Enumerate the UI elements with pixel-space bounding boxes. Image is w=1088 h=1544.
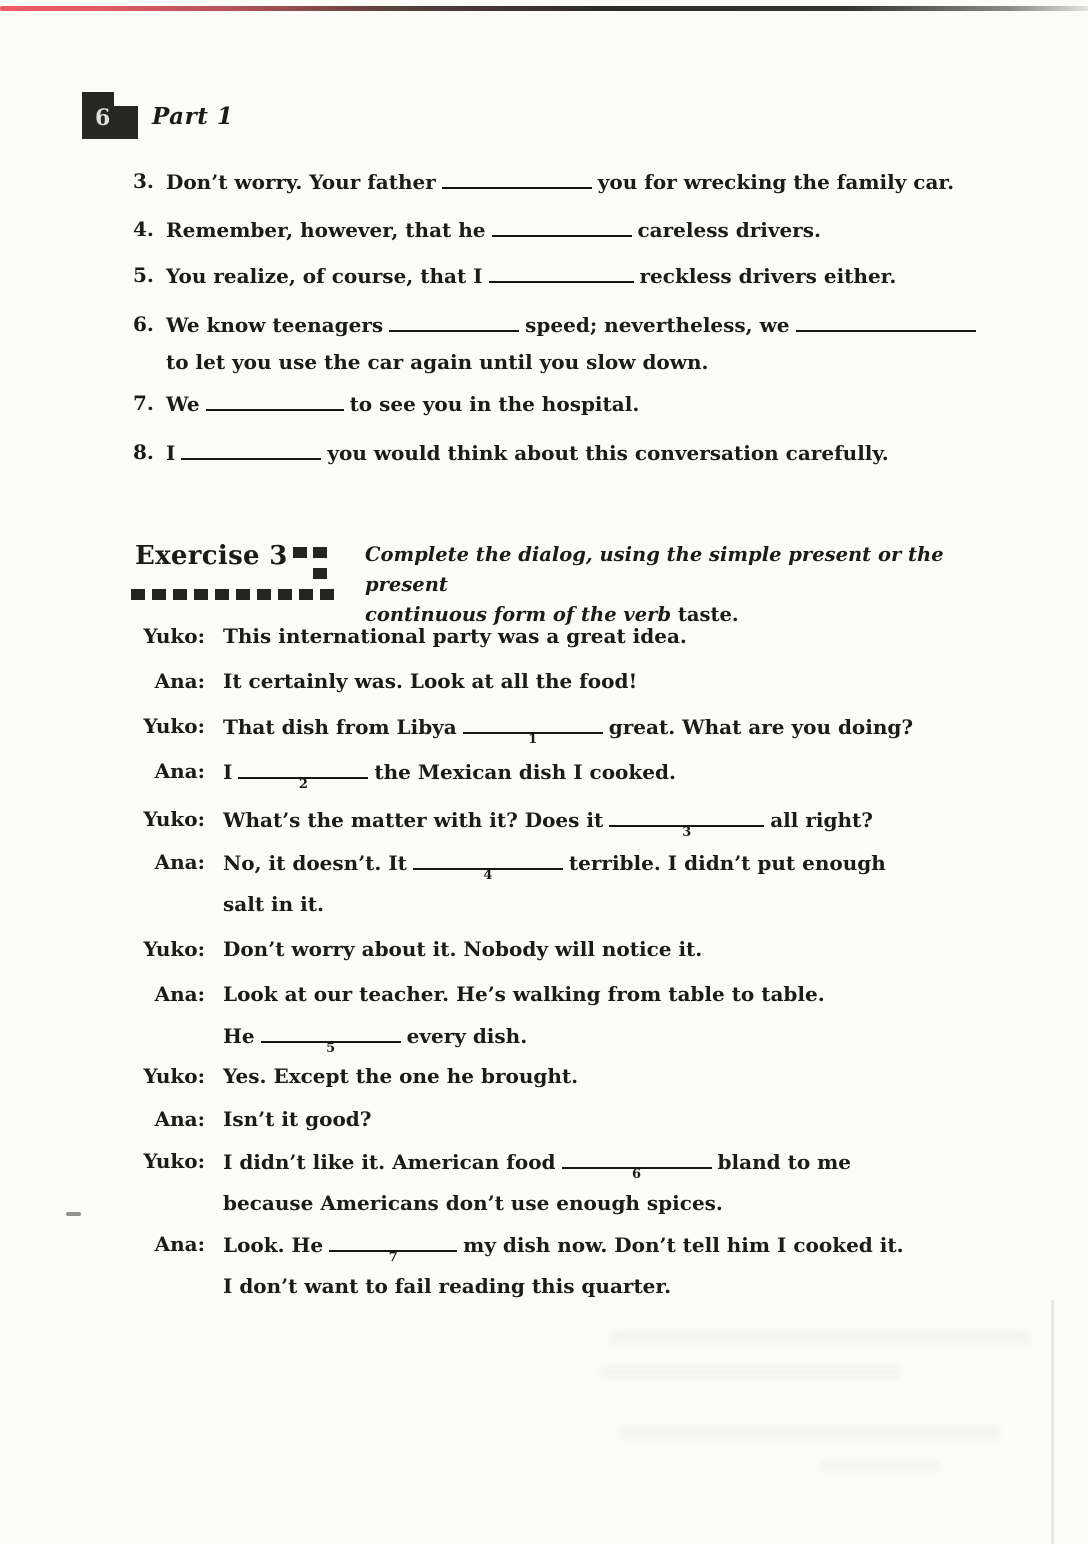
dialog-text: This international party was a great idea. [223,624,687,648]
dialog-text [223,849,1010,918]
fill-in-blank [489,262,634,283]
scan-artifact [620,1425,1000,1441]
decorative-square [293,547,307,558]
dialog-line [120,713,1010,747]
fill-in-blank-5 [261,1022,401,1056]
fill-in-blank-6 [562,1148,712,1182]
dialog-text-line: No, it doesn’t. It 4 terrible. I didn’t put enough [223,851,886,883]
dialog-text: It certainly was. Look at all the food! [223,669,638,693]
item-number: 7. [133,391,154,415]
blank-number: 1 [528,732,538,747]
exercise-item [133,262,993,290]
dialog-text-line: Look at our teacher. He’s walking from table to table. [223,982,825,1006]
fill-in-blank [796,311,976,332]
dialog-text-line: because Americans don’t use enough spices. [223,1191,723,1215]
dialog-text: Don’t worry about it. Nobody will notice it. [223,937,703,961]
dialog-text-line: I didn’t like it. American food 6 bland to me [223,1150,852,1182]
dialog-text-line: He 5 every dish. [223,1024,528,1056]
fill-in-blank [206,390,344,411]
decorative-square-row [131,589,334,600]
verb-word: taste. [677,603,739,626]
item-line: We know teenagers speed; nevertheless, we [166,311,993,339]
item-number: 3. [133,169,154,193]
dialog-text [223,1231,1010,1300]
item-text: We to see you in the hospital. [166,392,640,416]
blank-number: 5 [326,1041,336,1056]
dialog-speaker: Yuko: [143,714,205,738]
dialog-line [120,806,1010,840]
scan-artifact [600,1365,900,1379]
item-number: 5. [133,263,154,287]
item-text: Remember, however, that he careless drivers. [166,218,821,242]
dialog-text: What’s the matter with it? Does it 3 all right? [223,808,873,840]
part-title: Part 1 [152,103,234,130]
dialog-line [120,1231,1010,1300]
dialog-speaker: Ana: [154,1107,205,1131]
scan-artifact-dash [66,1212,81,1216]
dialog-speaker: Yuko: [143,624,205,648]
dialog-speaker: Yuko: [143,1064,205,1088]
dialog-speaker: Ana: [154,850,205,874]
item-text: I you would think about this conversation carefully. [166,441,889,465]
blank-number: 7 [388,1250,398,1265]
dialog-line [120,1148,1010,1217]
scan-artifact [610,1330,1030,1346]
fill-in-blank [389,311,519,332]
dialog-line [120,758,1010,792]
dialog-speaker: Yuko: [143,1149,205,1173]
item-text [166,311,993,376]
item-text: Don’t worry. Your father you for wrecking the family car. [166,170,955,194]
scan-edge-line [0,6,1088,11]
scan-artifact [820,1460,940,1472]
exercise-item [133,390,993,418]
page-number: 6 [95,105,111,131]
dialog-line [120,981,1010,1056]
dialog-line [120,1106,1010,1133]
dialog-speaker: Ana: [154,982,205,1006]
fill-in-blank [492,216,632,237]
blank-number: 6 [632,1167,642,1182]
item-text: You realize, of course, that I reckless drivers either. [166,264,897,288]
item-number: 8. [133,440,154,464]
dialog-speaker: Yuko: [143,807,205,831]
dialog-line [120,849,1010,918]
blank-number: 2 [298,777,308,792]
fill-in-blank [181,439,321,460]
fill-in-blank [442,168,592,189]
item-number: 6. [133,312,154,336]
dialog-text-line: Look. He 7 my dish now. Don’t tell him I cooked it. [223,1233,904,1265]
dialog-text [223,1148,1010,1217]
badge-shape [114,106,138,139]
exercise-title: Exercise 3 [135,541,288,571]
decorative-square [313,568,327,579]
fill-in-blank-2 [238,758,368,792]
fill-in-blank-7 [329,1231,457,1265]
blank-number: 3 [682,825,692,840]
exercise-item [133,168,993,196]
exercise-item [133,311,993,376]
dialog-text-line: salt in it. [223,892,324,916]
decorative-square [313,547,327,558]
dialog-text: That dish from Libya 1 great. What are you doing? [223,715,914,747]
fill-in-blank-1 [463,713,603,747]
dialog-line [120,668,1010,695]
item-number: 4. [133,217,154,241]
dialog-line [120,1063,1010,1090]
fill-in-blank-3 [609,806,764,840]
dialog-speaker: Yuko: [143,937,205,961]
dialog-text: Yes. Except the one he brought. [223,1064,579,1088]
dialog-text: Isn’t it good? [223,1107,372,1131]
dialog-text-line: I don’t want to fail reading this quarter. [223,1274,672,1298]
scan-artifact-streak [1051,1300,1054,1544]
dialog-speaker: Ana: [154,759,205,783]
item-line: to let you use the car again until you slow down. [166,350,709,374]
exercise-item [133,439,993,467]
dialog-speaker: Ana: [154,1232,205,1256]
exercise-instruction: Complete the dialog, using the simple present or the present continuous form of the verb taste. [365,543,944,626]
dialog-text [223,981,1010,1056]
dialog-line [120,936,1010,963]
page-number-badge [82,92,138,139]
fill-in-blank-4 [413,849,563,883]
dialog-text: I 2 the Mexican dish I cooked. [223,760,676,792]
exercise-item [133,216,993,244]
blank-number: 4 [483,868,493,883]
dialog-speaker: Ana: [154,669,205,693]
dialog-line [120,623,1010,650]
